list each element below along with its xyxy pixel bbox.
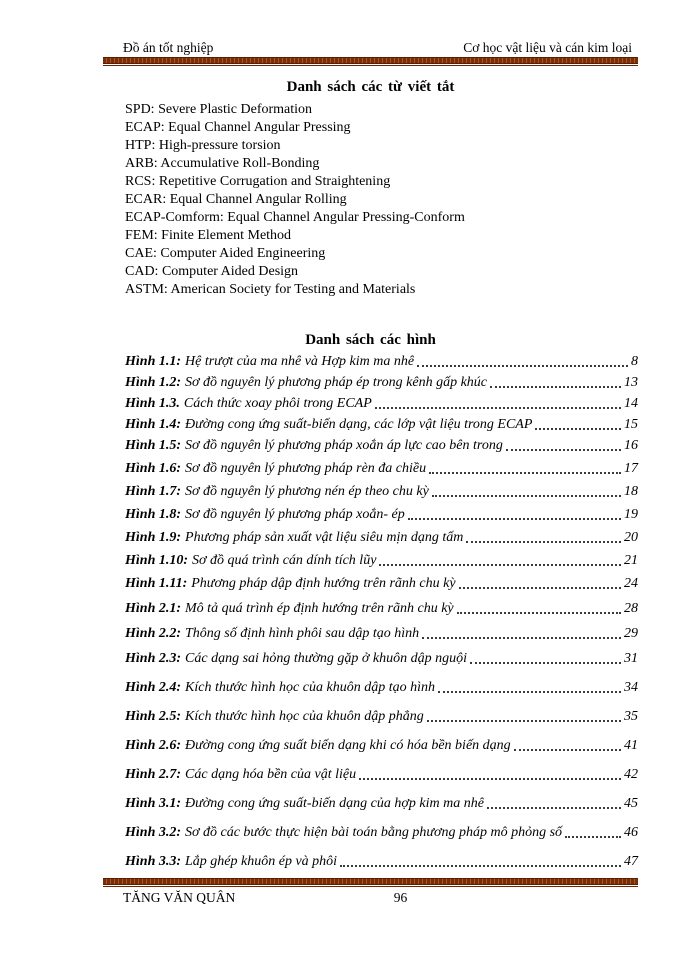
figure-label: Hình 2.4: [125,680,182,695]
figure-caption: Thông số định hình phôi sau dập tạo hình [185,626,420,641]
figure-list-item [125,625,638,642]
figure-caption: Các dạng hóa bền của vật liệu [185,767,357,782]
abbreviation-item: ECAP-Comform: Equal Channel Angular Pressing-Conform [125,210,465,225]
figure-label: Hình 1.8: [125,507,182,522]
figure-list-item [125,353,638,370]
figure-page-number: 41 [624,738,638,753]
figure-label: Hình 3.3: [125,854,182,869]
figure-label: Hình 2.2: [125,626,182,641]
figure-page-number: 24 [624,576,638,591]
figure-page-number: 18 [624,484,638,499]
dot-leader [432,495,621,497]
figure-list-item [125,529,638,546]
abbreviations-list [103,101,638,299]
figure-list-item [125,483,638,500]
footer-author: TĂNG VĂN QUÂN [123,890,236,905]
figure-label: Hình 1.10: [125,553,189,568]
figure-label: Hình 3.1: [125,796,182,811]
abbreviation-item: SPD: Severe Plastic Deformation [125,102,313,117]
figure-caption: Sơ đồ các bước thực hiện bài toán bằng phương pháp mô phỏng số [185,825,563,840]
header-rule [103,57,638,66]
figure-list-item [125,795,638,812]
figure-page-number: 14 [624,396,638,411]
figure-page-number: 47 [624,854,638,869]
figure-list-item [125,679,638,696]
figure-label: Hình 1.9: [125,530,182,545]
figure-list-item [125,416,638,433]
footer-rule [103,878,638,887]
header-rule-thick-line [103,57,638,64]
figure-page-number: 31 [624,651,638,666]
figure-caption: Hệ trượt của ma nhê và Hợp kim ma nhê [185,354,415,369]
abbreviation-item: CAE: Computer Aided Engineering [125,246,326,261]
figure-caption: Kích thước hình học của khuôn dập tạo hình [185,680,435,695]
page-header [103,0,638,57]
figure-caption: Các dạng sai hỏng thường gặp ở khuôn dập nguội [185,651,467,666]
figure-page-number: 35 [624,709,638,724]
figure-page-number: 13 [624,375,638,390]
figure-list-item [125,395,638,412]
figure-list-item [125,708,638,725]
figure-caption: Phương pháp dập định hướng trên rãnh chu kỳ [191,576,456,591]
figure-label: Hình 3.2: [125,825,182,840]
figure-list-item [125,506,638,523]
figure-list-item [125,575,638,592]
dot-leader [422,637,621,639]
figures-title: Danh sách các hình [305,332,436,348]
abbreviation-item: ECAP: Equal Channel Angular Pressing [125,120,351,135]
dot-leader [565,836,621,838]
figure-page-number: 17 [624,461,638,476]
figure-page-number: 15 [624,417,638,432]
figure-page-number: 45 [624,796,638,811]
figure-label: Hình 2.6: [125,738,182,753]
figure-page-number: 21 [624,553,638,568]
figure-label: Hình 1.2: [125,375,182,390]
footer-page-number: 96 [393,890,408,905]
dot-leader [459,587,621,589]
dot-leader [535,428,621,430]
figure-label: Hình 1.6: [125,461,182,476]
figure-page-number: 20 [624,530,638,545]
figure-page-number: 19 [624,507,638,522]
figure-caption: Sơ đồ nguyên lý phương pháp rèn đa chiều [185,461,427,476]
figure-caption: Đường cong ứng suất biến dạng khi có hóa bền biến dạng [185,738,511,753]
figure-page-number: 16 [624,438,638,453]
footer-rule-thick-line [103,878,638,885]
figure-list-item [125,853,638,870]
dot-leader [429,472,621,474]
dot-leader [340,865,621,867]
figure-label: Hình 2.1: [125,601,182,616]
figure-list-item [125,650,638,667]
figure-list-item [125,460,638,477]
abbreviation-item: HTP: High-pressure torsion [125,138,281,153]
document-page [103,0,638,906]
abbreviation-item: FEM: Finite Element Method [125,228,292,243]
header-rule-thin-line [103,65,638,66]
figure-caption: Đường cong ứng suất-biến dạng, các lớp vật liệu trong ECAP [185,417,533,432]
figure-label: Hình 2.5: [125,709,182,724]
figure-caption: Lắp ghép khuôn ép và phôi [185,854,338,869]
dot-leader [457,612,621,614]
abbreviation-item: ECAR: Equal Channel Angular Rolling [125,192,347,207]
dot-leader [417,365,628,367]
page-footer [103,878,638,906]
figure-list-item [125,600,638,617]
figure-caption: Cách thức xoay phôi trong ECAP [183,396,372,411]
dot-leader [514,749,621,751]
footer-row [103,887,638,906]
dot-leader [438,691,621,693]
figure-label: Hình 1.4: [125,417,182,432]
dot-leader [470,662,621,664]
abbreviations-title: Danh sách các từ viết tắt [286,79,455,95]
dot-leader [379,564,621,566]
figure-page-number: 28 [624,601,638,616]
figure-caption: Sơ đồ nguyên lý phương pháp xoắn- ép [185,507,405,522]
figure-list-item [125,437,638,454]
dot-leader [375,407,621,409]
figure-caption: Sơ đồ nguyên lý phương pháp xoắn áp lực cao bên trong [185,438,503,453]
figure-caption: Đường cong ứng suất-biến dạng của hợp kim ma nhê [185,796,484,811]
figure-list-item [125,374,638,391]
figure-page-number: 42 [624,767,638,782]
figure-caption: Phương pháp sản xuất vật liệu siêu mịn dạng tấm [185,530,464,545]
figure-caption: Sơ đồ quá trình cán dính tích lũy [192,553,377,568]
figure-list-item [125,737,638,754]
header-right-text: Cơ học vật liệu và cán kim loại [463,40,632,55]
figure-list-item [125,824,638,841]
abbreviation-item: RCS: Repetitive Corrugation and Straightening [125,174,391,189]
figure-caption: Sơ đồ nguyên lý phương nén ép theo chu kỳ [185,484,429,499]
figure-caption: Kích thước hình học của khuôn dập phẳng [185,709,424,724]
figure-page-number: 46 [624,825,638,840]
figures-list [103,353,638,870]
figure-caption: Mô tả quá trình ép định hướng trên rãnh chu kỳ [185,601,454,616]
figure-label: Hình 1.11: [125,576,188,591]
figure-list-item [125,552,638,569]
abbreviation-item: CAD: Computer Aided Design [125,264,299,279]
figure-label: Hình 1.3. [125,396,180,411]
dot-leader [490,386,621,388]
dot-leader [427,720,621,722]
dot-leader [466,541,621,543]
dot-leader [506,449,621,451]
figure-page-number: 29 [624,626,638,641]
dot-leader [408,518,621,520]
abbreviation-item: ARB: Accumulative Roll-Bonding [125,156,320,171]
header-left-text: Đồ án tốt nghiệp [123,40,214,55]
figure-caption: Sơ đồ nguyên lý phương pháp ép trong kênh gấp khúc [185,375,488,390]
figure-label: Hình 1.1: [125,354,182,369]
figure-list-item [125,766,638,783]
figure-label: Hình 2.7: [125,767,182,782]
dot-leader [487,807,621,809]
figure-page-number: 34 [624,680,638,695]
figure-label: Hình 2.3: [125,651,182,666]
figure-page-number: 8 [631,354,638,369]
figure-label: Hình 1.5: [125,438,182,453]
dot-leader [359,778,621,780]
abbreviation-item: ASTM: American Society for Testing and Materials [125,282,416,297]
figure-label: Hình 1.7: [125,484,182,499]
